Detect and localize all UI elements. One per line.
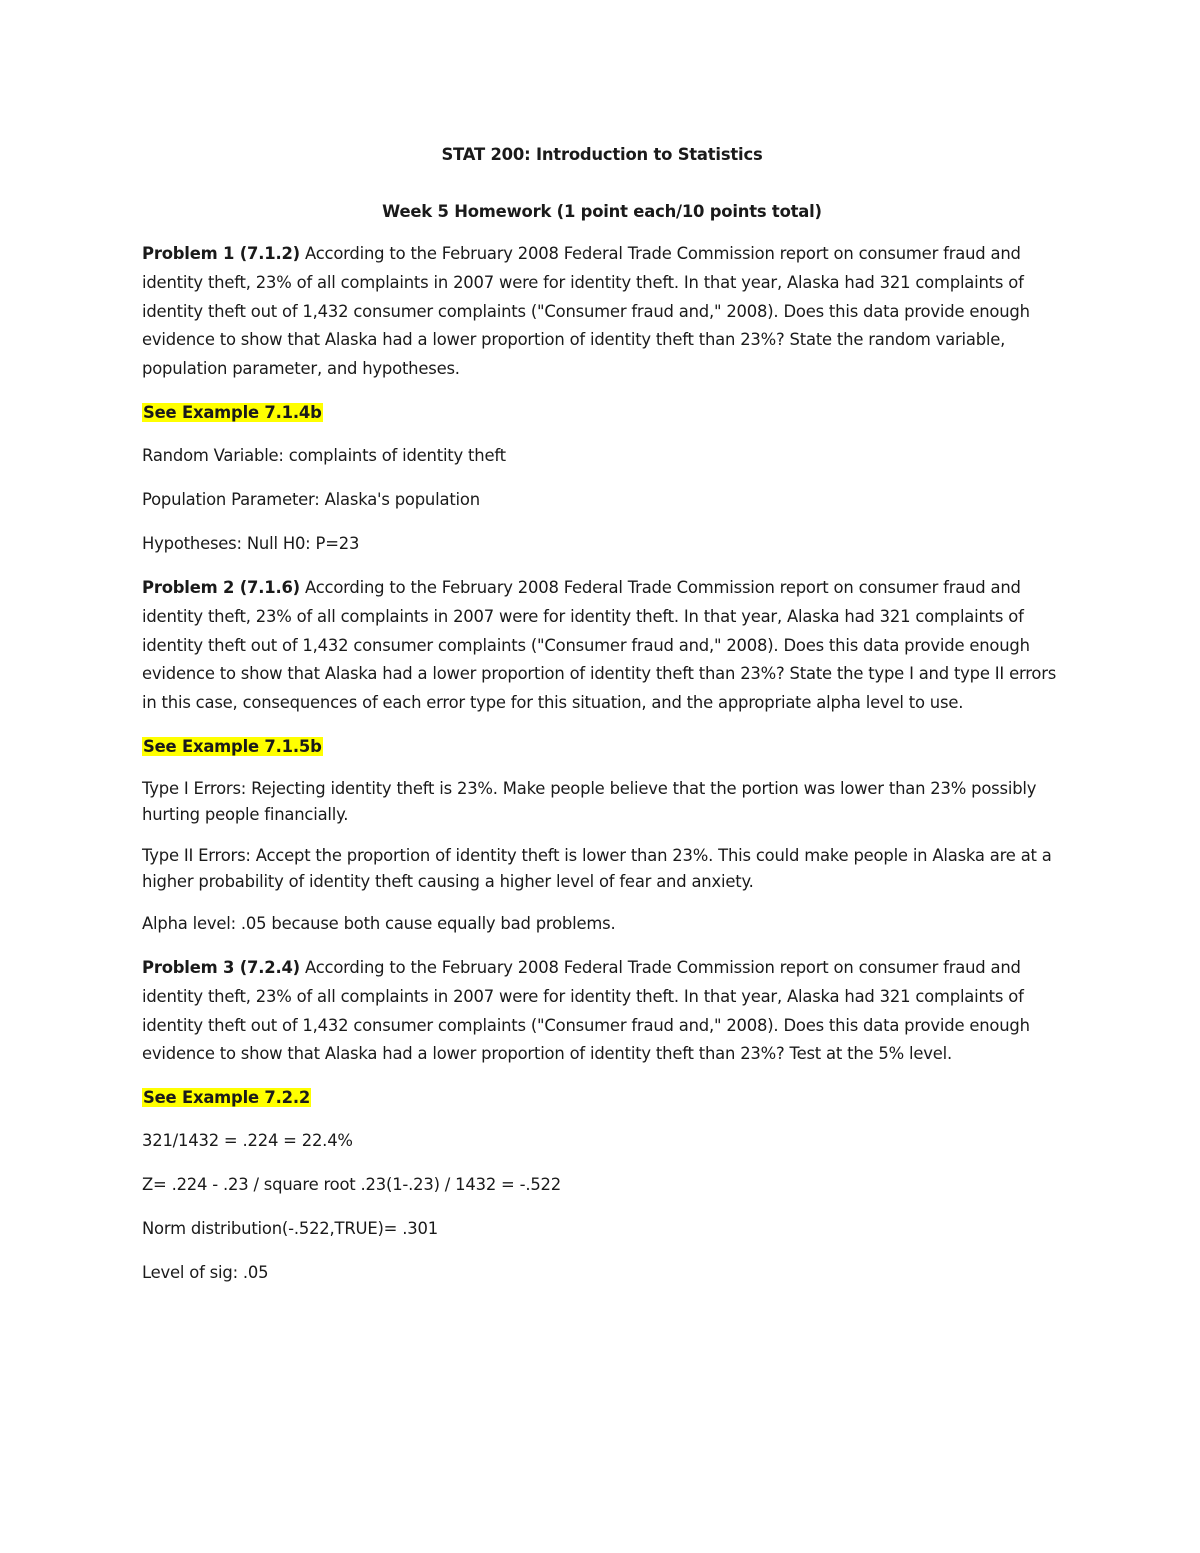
problem-3-label: Problem 3 (7.2.4) xyxy=(142,957,300,977)
problem-1-example-highlight: See Example 7.1.4b xyxy=(143,402,322,422)
problem-1-text: According to the February 2008 Federal Trade Commission report on consumer fraud and identity theft, 23% of all complaints in 2007 were for identity theft. In that year, Alaska had 321 complaints of identity theft out of 1,432 consumer complaints ("Consumer fraud and," 2008). Does this data provide enough evidence to show that Alaska had a lower proportion of identity theft than 23%? State the random variable, population parameter, and hypotheses. xyxy=(142,244,1030,379)
problem-3 xyxy=(142,954,1062,1069)
problem-3-text: According to the February 2008 Federal Trade Commission report on consumer fraud and identity theft, 23% of all complaints in 2007 were for identity theft. In that year, Alaska had 321 complaints of identity theft out of 1,432 consumer complaints ("Consumer fraud and," 2008). Does this data provide enough evidence to show that Alaska had a lower proportion of identity theft than 23%? Test at the 5% level. xyxy=(142,957,1030,1064)
problem-3-example xyxy=(142,1083,1062,1113)
problem-1-answer-1: Random Variable: complaints of identity theft xyxy=(142,445,506,465)
problem-2-label: Problem 2 (7.1.6) xyxy=(142,577,300,597)
page-title: STAT 200: Introduction to Statistics xyxy=(441,145,763,164)
problem-2-answer-1: Type I Errors: Rejecting identity theft is 23%. Make people believe that the portion was lower than 23% possibly hurting people financially. xyxy=(142,778,1037,825)
problem-3-answer-1: 321/1432 = .224 = 22.4% xyxy=(142,1131,353,1151)
problem-3-answer-2: Z= .224 - .23 / square root .23(1-.23) / 1432 = -.522 xyxy=(142,1175,562,1195)
problem-1-answer-3: Hypotheses: Null H0: P=23 xyxy=(142,533,360,553)
problem-2 xyxy=(142,574,1062,718)
problem-3-answer-4: Level of sig: .05 xyxy=(142,1263,269,1283)
problem-2-example xyxy=(142,732,1062,762)
document-page xyxy=(142,140,1062,1303)
problem-1 xyxy=(142,240,1062,384)
problem-1-example xyxy=(142,398,1062,428)
page-subtitle: Week 5 Homework (1 point each/10 points total) xyxy=(382,202,822,221)
problem-2-answer-2: Type II Errors: Accept the proportion of identity theft is lower than 23%. This could make people in Alaska are at a higher probability of identity theft causing a higher level of fear and anxiety. xyxy=(142,845,1052,892)
problem-2-example-highlight: See Example 7.1.5b xyxy=(143,736,322,756)
problem-2-answer-3: Alpha level: .05 because both cause equally bad problems. xyxy=(142,913,616,933)
problem-2-text: According to the February 2008 Federal Trade Commission report on consumer fraud and identity theft, 23% of all complaints in 2007 were for identity theft. In that year, Alaska had 321 complaints of identity theft out of 1,432 consumer complaints ("Consumer fraud and," 2008). Does this data provide enough evidence to show that Alaska had a lower proportion of identity theft than 23%? State the type I and type II errors in this case, consequences of each error type for this situation, and the appropriate alpha level to use. xyxy=(142,577,1057,713)
problem-3-example-highlight: See Example 7.2.2 xyxy=(143,1088,311,1108)
problem-3-answer-3: Norm distribution(-.522,TRUE)= .301 xyxy=(142,1219,438,1239)
problem-1-answer-2: Population Parameter: Alaska's population xyxy=(142,489,480,509)
problem-1-label: Problem 1 (7.1.2) xyxy=(142,244,300,263)
